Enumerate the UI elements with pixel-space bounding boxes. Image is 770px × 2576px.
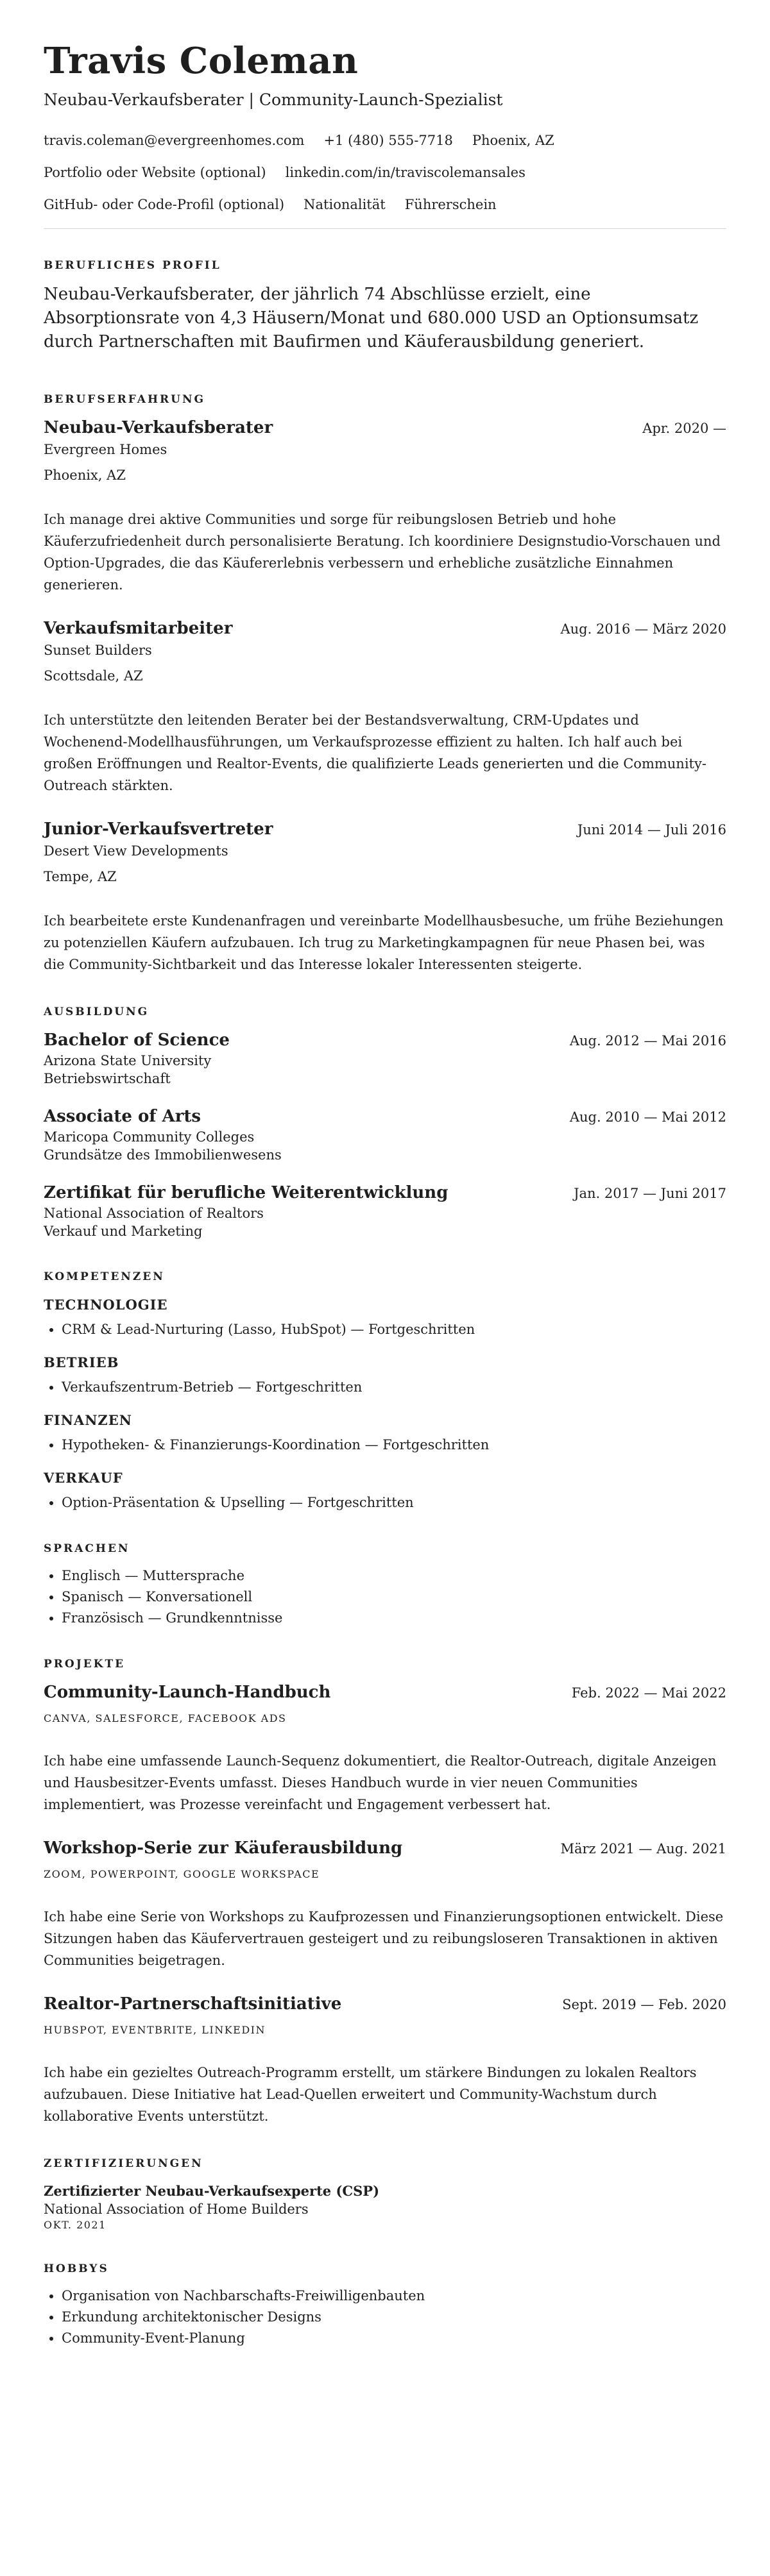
hobby-item: • Erkundung architektonischer Designs bbox=[62, 2307, 726, 2327]
degree-title: Associate of Arts bbox=[44, 1107, 201, 1126]
education-entry bbox=[44, 1029, 726, 1088]
certification-issuer: National Association of Home Builders bbox=[44, 2201, 309, 2217]
nationality-text: Nationalität bbox=[304, 197, 386, 212]
project-entry bbox=[44, 1837, 726, 1971]
project-title: Workshop-Serie zur Käuferausbildung bbox=[44, 1839, 403, 1858]
project-title: Community-Launch-Handbuch bbox=[44, 1683, 331, 1702]
education-date: Jan. 2017 — Juni 2017 bbox=[574, 1186, 726, 1201]
field-of-study: Grundsätze des Immobilienwesens bbox=[44, 1147, 282, 1163]
experience-heading: BERUFSERFAHRUNG bbox=[44, 393, 206, 406]
profile-heading: BERUFLICHES PROFIL bbox=[44, 259, 221, 272]
project-date: Sept. 2019 — Feb. 2020 bbox=[562, 1997, 726, 2012]
project-tech: ZOOM, POWERPOINT, GOOGLE WORKSPACE bbox=[44, 1868, 320, 1880]
project-tech: CANVA, SALESFORCE, FACEBOOK ADS bbox=[44, 1712, 287, 1724]
email-link[interactable]: travis.coleman@evergreenhomes.com bbox=[44, 133, 305, 148]
job-date: Juni 2014 — Juli 2016 bbox=[577, 822, 726, 838]
field-of-study: Betriebswirtschaft bbox=[44, 1071, 171, 1086]
job-location: Scottsdale, AZ bbox=[44, 668, 143, 684]
degree-title: Bachelor of Science bbox=[44, 1031, 230, 1050]
job-date: Aug. 2016 — März 2020 bbox=[560, 621, 726, 637]
job-title: Neubau-Verkaufsberater bbox=[44, 418, 273, 437]
job-date: Apr. 2020 — bbox=[642, 421, 726, 436]
job-title: Verkaufsmitarbeiter bbox=[44, 619, 233, 638]
language-item: • Englisch — Muttersprache bbox=[62, 1566, 726, 1585]
project-entry bbox=[44, 1993, 726, 2127]
portfolio-link[interactable]: Portfolio oder Website (optional) bbox=[44, 165, 266, 180]
experience-entry bbox=[44, 417, 726, 596]
project-description: Ich habe ein gezieltes Outreach-Programm erstellt, um stärkere Bindungen zu lokalen Realtors aufzubauen. Diese Initiative hat Lead-Quellen erweitert und Community-Wachstum durch kollaborative Events unterstützt. bbox=[44, 2065, 697, 2124]
skill-list bbox=[44, 1493, 726, 1512]
project-description: Ich habe eine umfassende Launch-Sequenz dokumentiert, die Realtor-Outreach, digitale Anzeigen und Hausbesitzer-Events umfasst. Dieses Handbuch wurde in vier neuen Communities implementiert, was Prozesse vereinfacht und Engagement verbessert hat. bbox=[44, 1753, 717, 1812]
experience-entry bbox=[44, 618, 726, 796]
projects-heading: PROJEKTE bbox=[44, 1658, 126, 1671]
education-date: Aug. 2010 — Mai 2012 bbox=[569, 1109, 726, 1125]
candidate-name: Travis Coleman bbox=[44, 40, 359, 82]
certification-title: Zertifizierter Neubau-Verkaufsexperte (CSP) bbox=[44, 2183, 380, 2199]
contact-row bbox=[44, 132, 726, 149]
certification-date: OKT. 2021 bbox=[44, 2219, 107, 2231]
hobby-list bbox=[44, 2286, 726, 2348]
skill-category: FINANZEN bbox=[44, 1412, 132, 1428]
company-name: Desert View Developments bbox=[44, 843, 228, 859]
language-list bbox=[44, 1566, 726, 1628]
company-name: Sunset Builders bbox=[44, 643, 152, 658]
skills-heading: KOMPETENZEN bbox=[44, 1270, 165, 1283]
languages-heading: SPRACHEN bbox=[44, 1542, 130, 1555]
project-entry bbox=[44, 1681, 726, 1815]
company-name: Evergreen Homes bbox=[44, 442, 167, 457]
degree-title: Zertifikat für berufliche Weiterentwicklung bbox=[44, 1183, 449, 1202]
contact-row bbox=[44, 196, 726, 213]
license-text: Führerschein bbox=[404, 197, 497, 212]
linkedin-link[interactable]: linkedin.com/in/traviscolemansales bbox=[285, 165, 526, 180]
skill-item: • Hypotheken- & Finanzierungs-Koordination — Fortgeschritten bbox=[62, 1435, 726, 1454]
skill-item: • Verkaufszentrum-Betrieb — Fortgeschritten bbox=[62, 1377, 726, 1397]
project-date: März 2021 — Aug. 2021 bbox=[560, 1841, 726, 1856]
project-date: Feb. 2022 — Mai 2022 bbox=[571, 1685, 726, 1701]
phone-number[interactable]: +1 (480) 555-7718 bbox=[323, 133, 453, 148]
school-name: Arizona State University bbox=[44, 1053, 212, 1068]
contact-row bbox=[44, 164, 726, 181]
hobby-item: • Organisation von Nachbarschafts-Freiwilligenbauten bbox=[62, 2286, 726, 2305]
job-title: Junior-Verkaufsvertreter bbox=[44, 820, 273, 839]
job-location: Tempe, AZ bbox=[44, 869, 117, 884]
school-name: Maricopa Community Colleges bbox=[44, 1129, 255, 1145]
skill-list bbox=[44, 1377, 726, 1397]
project-tech: HUBSPOT, EVENTBRITE, LINKEDIN bbox=[44, 2024, 266, 2036]
field-of-study: Verkauf und Marketing bbox=[44, 1224, 203, 1239]
hobbies-heading: HOBBYS bbox=[44, 2262, 109, 2275]
job-location: Phoenix, AZ bbox=[44, 467, 126, 483]
skill-list bbox=[44, 1320, 726, 1339]
project-title: Realtor-Partnerschaftsinitiative bbox=[44, 1994, 342, 2014]
job-description: Ich manage drei aktive Communities und sorge für reibungslosen Betrieb und hohe Käuferzufriedenheit durch personalisierte Beratung. Ich koordiniere Designstudio-Vorschauen und Option-Upgrades, die das Käufererlebnis verbessern und erhebliche zusätzliche Einnahmen generieren. bbox=[44, 512, 721, 593]
experience-entry bbox=[44, 818, 726, 975]
language-item: • Spanisch — Konversationell bbox=[62, 1587, 726, 1606]
profile-summary: Neubau-Verkaufsberater, der jährlich 74 Abschlüsse erzielt, eine Absorptionsrate von 4,3 Häusern/Monat und 680.000 USD an Optionsumsatz durch Partnerschaften mit Baufirmen und Käuferausbildung generiert. bbox=[44, 285, 699, 351]
education-entry bbox=[44, 1182, 726, 1240]
candidate-tagline: Neubau-Verkaufsberater | Community-Launch-Spezialist bbox=[44, 90, 503, 109]
job-description: Ich unterstützte den leitenden Berater bei der Bestandsverwaltung, CRM-Updates und Wochenend-Modellhausführungen, um Verkaufsprozesse effizient zu halten. Ich half auch bei großen Eröffnungen und Realtor-Events, die qualifizierte Leads generierten und die Community-Outreach stärkten. bbox=[44, 712, 706, 793]
location-text: Phoenix, AZ bbox=[472, 133, 554, 148]
project-description: Ich habe eine Serie von Workshops zu Kaufprozessen und Finanzierungsoptionen entwickelt. Diese Sitzungen haben das Käufervertrauen gesteigert und zu reibungsloseren Transaktionen in aktiven Communities beigetragen. bbox=[44, 1909, 724, 1968]
education-heading: AUSBILDUNG bbox=[44, 1006, 150, 1018]
school-name: National Association of Realtors bbox=[44, 1206, 264, 1221]
skill-category: BETRIEB bbox=[44, 1354, 119, 1370]
skill-category: VERKAUF bbox=[44, 1470, 123, 1486]
education-entry bbox=[44, 1106, 726, 1164]
skill-category: TECHNOLOGIE bbox=[44, 1297, 168, 1313]
skill-list bbox=[44, 1435, 726, 1454]
certifications-heading: ZERTIFIZIERUNGEN bbox=[44, 2157, 203, 2170]
hobby-item: • Community-Event-Planung bbox=[62, 2328, 726, 2348]
language-item: • Französisch — Grundkenntnisse bbox=[62, 1608, 726, 1628]
github-link[interactable]: GitHub- oder Code-Profil (optional) bbox=[44, 197, 285, 212]
job-description: Ich bearbeitete erste Kundenanfragen und vereinbarte Modellhausbesuche, um frühe Beziehungen zu potenziellen Käufern aufzubauen. Ich trug zu Marketingkampagnen für neue Phasen bei, was die Community-Sichtbarkeit und das Interesse lokaler Interessenten steigerte. bbox=[44, 913, 724, 972]
education-date: Aug. 2012 — Mai 2016 bbox=[569, 1033, 726, 1048]
skill-item: • Option-Präsentation & Upselling — Fortgeschritten bbox=[62, 1493, 726, 1512]
header-divider bbox=[44, 228, 726, 229]
skill-item: • CRM & Lead-Nurturing (Lasso, HubSpot) — Fortgeschritten bbox=[62, 1320, 726, 1339]
